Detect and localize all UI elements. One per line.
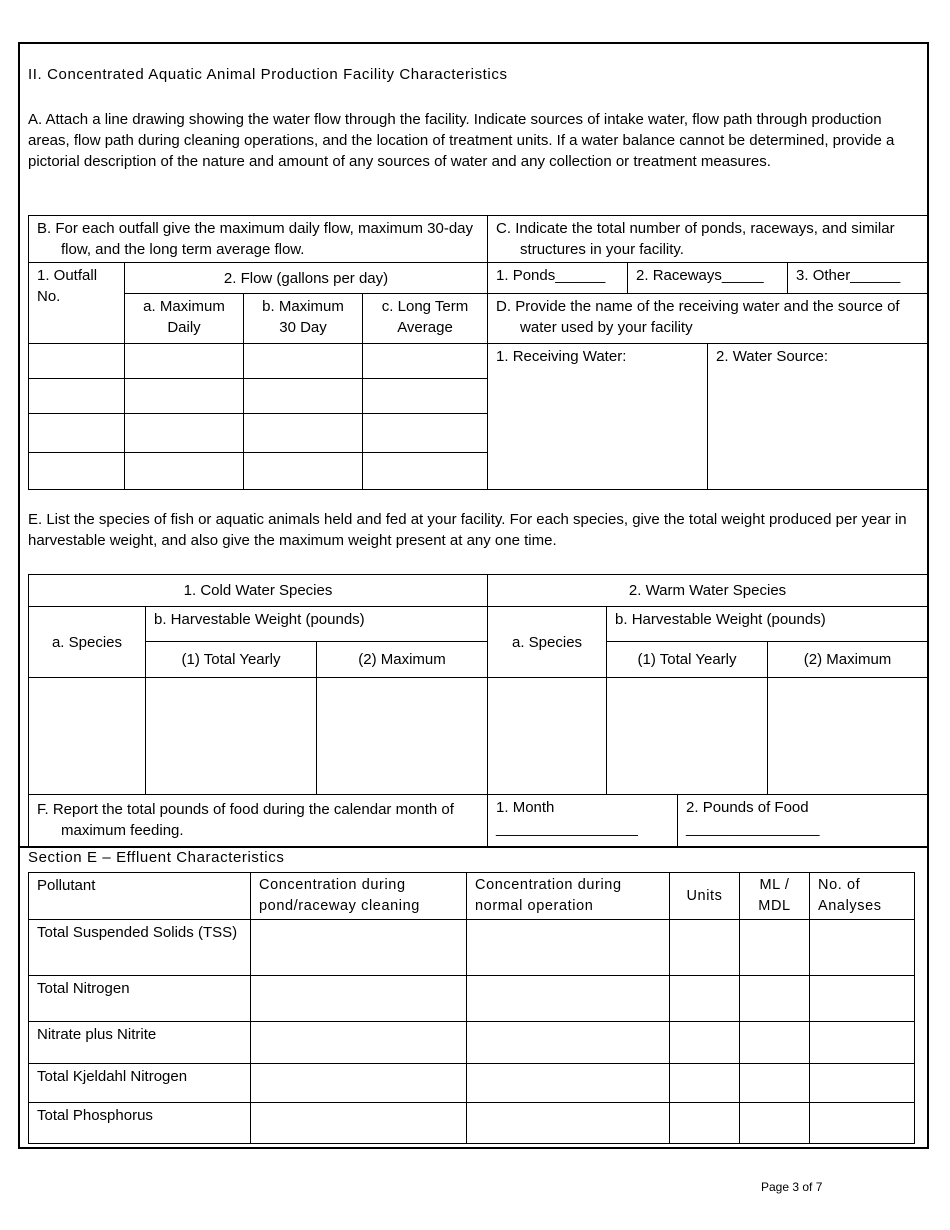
normal-cell[interactable]	[467, 920, 670, 976]
effluent-table	[28, 872, 915, 1144]
pollutant-name: Nitrate plus Nitrite	[29, 1022, 251, 1064]
flow-cell[interactable]	[363, 344, 488, 379]
pounds-label: 2. Pounds of Food	[686, 799, 809, 816]
col-units: Units	[670, 873, 740, 920]
pollutant-name: Total Suspended Solids (TSS)	[29, 920, 251, 976]
cold-species-cell[interactable]	[29, 678, 146, 795]
col-flow: 2. Flow (gallons per day)	[125, 263, 488, 294]
warm-maximum-header: (2) Maximum	[768, 642, 928, 678]
page-number: Page 3 of 7	[761, 1180, 823, 1194]
col-normal: Concentration during normal operation	[467, 873, 670, 920]
cold-total-yearly-cell[interactable]	[146, 678, 317, 795]
warm-water-header: 2. Warm Water Species	[488, 575, 928, 607]
warm-maximum-cell[interactable]	[768, 678, 928, 795]
cleaning-cell[interactable]	[251, 976, 467, 1022]
outfall-cell[interactable]	[29, 344, 125, 379]
flow-cell[interactable]	[363, 453, 488, 490]
month-field[interactable]	[488, 795, 678, 847]
col-long-term: c. Long Term Average	[363, 294, 488, 344]
warm-harvestable-header: b. Harvestable Weight (pounds)	[607, 607, 928, 642]
col-max-daily: a. Maximum Daily	[125, 294, 244, 344]
cold-species-header: a. Species	[29, 607, 146, 678]
part-e-instructions: E. List the species of fish or aquatic animals held and fed at your facility. For each species, give the total weight produced per year in harvestable weight, and also give the maximum weight present at any one time.	[28, 511, 907, 549]
warm-species-cell[interactable]	[488, 678, 607, 795]
species-table	[28, 574, 928, 847]
flow-cell[interactable]	[244, 344, 363, 379]
part-a-instructions: A. Attach a line drawing showing the water flow through the facility. Indicate sources of intake water, flow path through production areas, flow path during cleaning operations, and the location of treatment units. If a water balance cannot be determined, provide a pictorial description of the nature and amount of any sources of water and any collection or treatment measures.	[28, 111, 895, 170]
col-max-30-day: b. Maximum 30 Day	[244, 294, 363, 344]
units-cell[interactable]	[670, 1103, 740, 1144]
flow-cell[interactable]	[125, 379, 244, 414]
units-cell[interactable]	[670, 1022, 740, 1064]
flow-cell[interactable]	[363, 414, 488, 453]
flow-cell[interactable]	[244, 414, 363, 453]
cleaning-cell[interactable]	[251, 1022, 467, 1064]
units-cell[interactable]	[670, 920, 740, 976]
normal-cell[interactable]	[467, 1064, 670, 1103]
warm-species-header: a. Species	[488, 607, 607, 678]
analyses-cell[interactable]	[810, 1022, 915, 1064]
month-blank: _________________	[496, 820, 638, 837]
col-outfall-no: 1. Outfall No.	[29, 263, 125, 344]
raceways-count[interactable]: 2. Raceways_____	[628, 263, 788, 294]
ml-cell[interactable]	[740, 1103, 810, 1144]
analyses-cell[interactable]	[810, 920, 915, 976]
cleaning-cell[interactable]	[251, 1103, 467, 1144]
pounds-of-food-field[interactable]	[678, 795, 928, 847]
units-cell[interactable]	[670, 976, 740, 1022]
outfall-cell[interactable]	[29, 414, 125, 453]
analyses-cell[interactable]	[810, 976, 915, 1022]
warm-total-yearly-header: (1) Total Yearly	[607, 642, 768, 678]
water-source-field[interactable]: 2. Water Source:	[708, 344, 928, 490]
receiving-water-field[interactable]: 1. Receiving Water:	[488, 344, 708, 490]
col-pollutant: Pollutant	[29, 873, 251, 920]
analyses-cell[interactable]	[810, 1103, 915, 1144]
ml-cell[interactable]	[740, 1022, 810, 1064]
cold-harvestable-header: b. Harvestable Weight (pounds)	[146, 607, 488, 642]
cold-total-yearly-header: (1) Total Yearly	[146, 642, 317, 678]
cold-water-header: 1. Cold Water Species	[29, 575, 488, 607]
col-ml-mdl: ML / MDL	[740, 873, 810, 920]
col-cleaning: Concentration during pond/raceway cleaning	[251, 873, 467, 920]
pounds-blank: ________________	[686, 820, 820, 837]
section-e-title: Section E – Effluent Characteristics	[28, 849, 285, 866]
part-b-heading: B. For each outfall give the maximum daily flow, maximum 30-day flow, and the long term average flow.	[29, 216, 488, 263]
month-label: 1. Month	[496, 799, 555, 816]
cold-maximum-header: (2) Maximum	[317, 642, 488, 678]
ml-cell[interactable]	[740, 976, 810, 1022]
flow-cell[interactable]	[125, 453, 244, 490]
ml-cell[interactable]	[740, 1064, 810, 1103]
part-f-heading: F. Report the total pounds of food during the calendar month of maximum feeding.	[29, 795, 488, 847]
ml-cell[interactable]	[740, 920, 810, 976]
cleaning-cell[interactable]	[251, 1064, 467, 1103]
warm-total-yearly-cell[interactable]	[607, 678, 768, 795]
outfall-cell[interactable]	[29, 379, 125, 414]
flow-cell[interactable]	[125, 414, 244, 453]
cleaning-cell[interactable]	[251, 920, 467, 976]
pollutant-name: Total Phosphorus	[29, 1103, 251, 1144]
flow-cell[interactable]	[363, 379, 488, 414]
outfall-cell[interactable]	[29, 453, 125, 490]
pollutant-name: Total Nitrogen	[29, 976, 251, 1022]
pollutant-name: Total Kjeldahl Nitrogen	[29, 1064, 251, 1103]
part-c-heading: C. Indicate the total number of ponds, raceways, and similar structures in your facility.	[488, 216, 928, 263]
other-count[interactable]: 3. Other______	[788, 263, 928, 294]
units-cell[interactable]	[670, 1064, 740, 1103]
section-title: II. Concentrated Aquatic Animal Production Facility Characteristics	[28, 66, 508, 83]
flow-cell[interactable]	[244, 379, 363, 414]
section-divider	[18, 846, 929, 848]
col-analyses: No. of Analyses	[810, 873, 915, 920]
normal-cell[interactable]	[467, 1022, 670, 1064]
flow-cell[interactable]	[244, 453, 363, 490]
outfall-flow-table	[28, 215, 928, 490]
flow-cell[interactable]	[125, 344, 244, 379]
cold-maximum-cell[interactable]	[317, 678, 488, 795]
part-d-heading: D. Provide the name of the receiving water and the source of water used by your facility	[488, 294, 928, 344]
analyses-cell[interactable]	[810, 1064, 915, 1103]
ponds-count[interactable]: 1. Ponds______	[488, 263, 628, 294]
normal-cell[interactable]	[467, 1103, 670, 1144]
normal-cell[interactable]	[467, 976, 670, 1022]
